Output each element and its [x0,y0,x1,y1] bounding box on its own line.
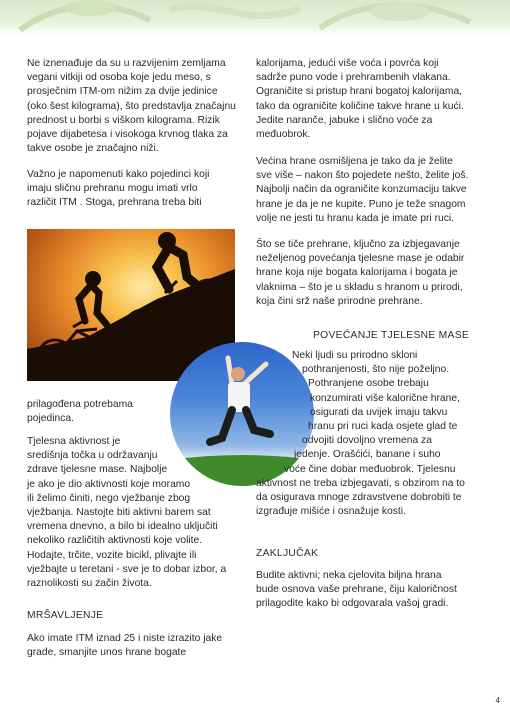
text-line: jedenje. Orašćići, banane i suho [294,449,441,461]
text-line: Ograničite si pristup hrani bogatoj kalorijama, [256,86,463,98]
text-line: Većina hrane osmišljena je tako da je želite [256,156,453,167]
text-line: sve više – nakon što pojedete nešto, želite još. [256,170,469,182]
text-line: volje ne jesti tu hranu kada je imate pri ruci. [256,212,455,224]
text-line: grade, smanjite unos hrane bogate [27,647,187,659]
decorative-leaf-band [0,0,510,36]
text-line: hrane koja nije bogata kalorijama i bogata je [256,267,458,279]
text-line: Važno je napomenuti kako pojedinci koji [27,169,210,180]
text-line: pothranjenosti, što nije poželjno. [302,364,450,376]
text-line: hrane je da je ne kupite. Puno je teže snagom [256,198,466,210]
text-line: Pothranjene osobe trebaju [308,378,429,390]
right-paragraph-3 [256,238,464,309]
text-line: prilagodite kako bi odgovarala vašoj gradi. [256,598,449,610]
text-line: odvojiti dovoljno vremena za [302,435,432,447]
text-line: vegani vitkiji od osoba koje jedu meso, s [27,72,211,84]
text-line: neželjenog povećanja tjelesne mase je odabir [256,253,465,265]
heading-mrsavljenje: MRŠAVLJENJE [27,610,104,621]
text-line: je ako je dio aktivnosti koje moramo [27,478,191,490]
text-line: voće čine dobar međuobrok. Tjelesnu [284,463,456,475]
page-number: 4 [495,696,500,705]
text-line: (oko šest kilograma), što predstavlja značajnu [27,100,236,112]
text-line: vježbajte u teretani - sve je to dobar izbor, a [27,563,227,575]
left-paragraph-2 [27,168,209,211]
text-line: prilagođena potrebama [27,399,133,410]
right-paragraph-5 [256,569,457,612]
text-line: nekoliko različitih aktivnosti koje volite. [27,535,203,547]
text-line: prosječnim ITM-om nižim za dvije jedinice [27,86,218,98]
text-line: Jedite naranče, jabuke i slično voće za [256,114,433,126]
text-line: aktivnost ne treba izbjegavati, s obzirom na to [256,477,465,489]
right-paragraph-4 [256,349,465,519]
text-line: međuobrok. [256,129,311,141]
text-line: bude osnova vaše prehrane, čiju kaloričnost [256,584,457,596]
text-line: Budite aktivni; neka cjelovita biljna hrana [256,570,442,581]
right-paragraph-2 [256,155,468,226]
text-line: kalorijama, jedući više voća i povrća koji [256,58,439,69]
heading-zakljucak: ZAKLJUČAK [256,548,319,559]
text-line: različit ITM . Stoga, prehrana treba biti [27,197,202,209]
text-line: konzumirati više kalorične hrane, [310,392,460,404]
text-line: tako da ograničite količine takve hrane u kući. [256,100,464,112]
text-line: pojedinca. [27,413,74,425]
text-line: izgrađuje mišiće i osnažuje kosti. [256,506,406,518]
heading-povecanje-tjelesne-mase: POVEĆANJE TJELESNE MASE [313,330,470,341]
text-line: Hodajte, trčite, vozite bicikl, plivajte ili [27,549,197,561]
text-line: koja čini srž naše prirodne prehrane. [256,295,423,307]
text-line: središnja točka u održavanju [27,450,158,462]
text-line: raznolikosti su začin života. [27,578,152,590]
text-line: sadrže puno vode i prehrambenih vlakana. [256,72,451,84]
text-line: vježbanja. Nastojte biti aktivni barem sat [27,507,211,519]
text-line: Najbolji način da ograničite konzumaciju takve [256,184,467,196]
text-line: prednost u borbi s viškom kilograma. Rizik [27,114,220,126]
text-line: vremena dnevno, a bilo bi idealno uključiti [27,521,218,533]
left-paragraph-3 [27,398,133,426]
text-line: takve osobe je značajno niži. [27,143,159,155]
left-paragraph-1 [27,57,236,156]
text-line: pojave dijabetesa i visokoga krvnog tlaka za [27,129,228,141]
text-line: vlaknima – što je u skladu s hranom u prirodi, [256,281,463,293]
text-line: Ako imate ITM iznad 25 i niste izrazito jake [27,633,223,644]
text-line: zdrave tjelesne mase. Najbolje [27,464,168,476]
text-line: Tjelesna aktivnost je [27,436,121,447]
text-line: da osigurava mnoge zdravstvene dobrobiti te [256,492,462,504]
left-paragraph-5 [27,632,222,660]
right-paragraph-1 [256,57,464,142]
text-line: ili želimo činiti, nego vježbanje zbog [27,492,191,504]
text-line: hranu pri ruci kada osjete glad te [308,421,458,433]
text-line: Što se tiče prehrane, ključno za izbjegavanje [256,239,460,250]
text-line: imaju sličnu prehranu mogu imati vrlo [27,183,198,195]
text-line: osigurati da uvijek imaju takvu [310,406,448,418]
text-line: Ne iznenađuje da su u razvijenim zemljama [27,58,226,69]
text-line: Neki ljudi su prirodno skloni [292,350,418,361]
